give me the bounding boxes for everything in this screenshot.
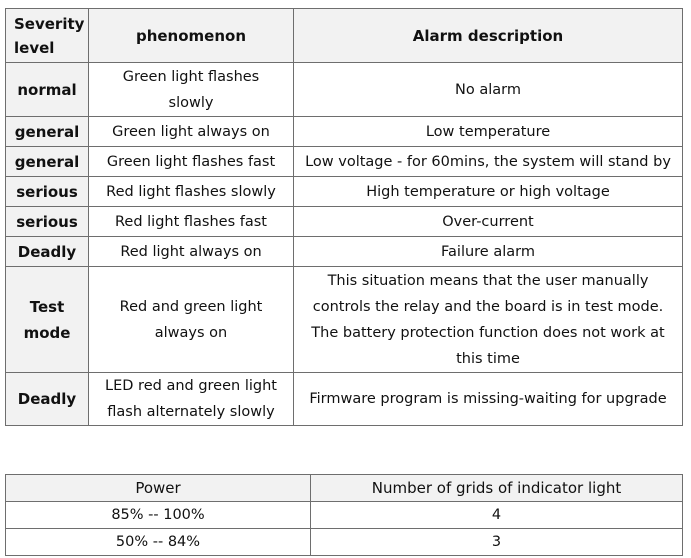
description-cell: Firmware program is missing-waiting for upgrade <box>294 373 683 426</box>
severity-cell: serious <box>6 177 89 207</box>
table-row <box>6 117 683 147</box>
phenomenon-cell: Red light always on <box>89 237 294 267</box>
severity-cell: Deadly <box>6 237 89 267</box>
table-row <box>6 147 683 177</box>
severity-cell: Deadly <box>6 373 89 426</box>
phenomenon-cell: Red light flashes slowly <box>89 177 294 207</box>
phenomenon-cell: Red light flashes fast <box>89 207 294 237</box>
phenomenon-cell: Green light flashes slowly <box>89 63 294 117</box>
power-cell: 85% -- 100% <box>6 502 311 529</box>
phenomenon-cell: Red and green light always on <box>89 267 294 373</box>
alarm-table-header-row <box>6 9 683 63</box>
severity-cell: general <box>6 147 89 177</box>
description-cell: Over-current <box>294 207 683 237</box>
table-row <box>6 373 683 426</box>
description-cell: Failure alarm <box>294 237 683 267</box>
table-row <box>6 63 683 117</box>
table-row <box>6 207 683 237</box>
description-line: This situation means that the user manually controls the relay and the board is in test mode. <box>312 272 664 315</box>
severity-cell: normal <box>6 63 89 117</box>
description-line: The battery protection function does not work at this time <box>311 324 665 367</box>
description-cell: No alarm <box>294 63 683 117</box>
table-row <box>6 529 683 556</box>
table-row <box>6 502 683 529</box>
table-row <box>6 177 683 207</box>
power-table <box>5 474 683 556</box>
table-row <box>6 237 683 267</box>
phenomenon-cell: Green light always on <box>89 117 294 147</box>
header-severity-level: Severity level <box>6 9 89 63</box>
power-table-header-row <box>6 475 683 502</box>
description-cell: Low voltage - for 60mins, the system will stand by <box>294 147 683 177</box>
severity-cell: Test mode <box>6 267 89 373</box>
description-cell: High temperature or high voltage <box>294 177 683 207</box>
grids-cell: 3 <box>311 529 683 556</box>
header-alarm-description: Alarm description <box>294 9 683 63</box>
table-row <box>6 267 683 373</box>
description-cell: Low temperature <box>294 117 683 147</box>
phenomenon-cell: LED red and green light flash alternately slowly <box>89 373 294 426</box>
description-cell <box>294 267 683 373</box>
header-power: Power <box>6 475 311 502</box>
header-phenomenon: phenomenon <box>89 9 294 63</box>
severity-cell: general <box>6 117 89 147</box>
header-grids: Number of grids of indicator light <box>311 475 683 502</box>
phenomenon-cell: Green light flashes fast <box>89 147 294 177</box>
power-cell: 50% -- 84% <box>6 529 311 556</box>
alarm-table <box>5 8 683 426</box>
grids-cell: 4 <box>311 502 683 529</box>
severity-cell: serious <box>6 207 89 237</box>
